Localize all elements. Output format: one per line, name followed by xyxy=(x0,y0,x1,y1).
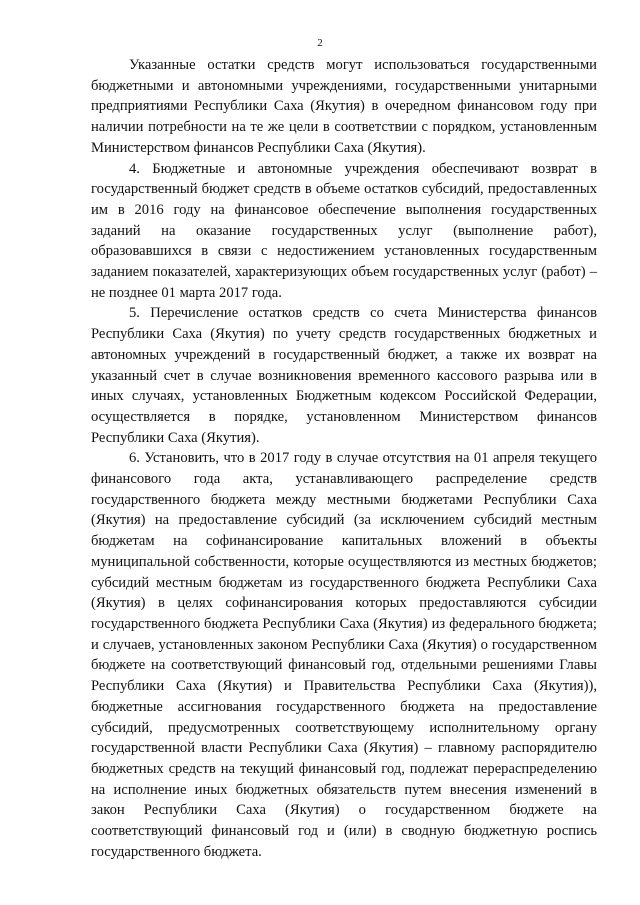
paragraph-item-5: 5. Перечисление остатков средств со счета Министерства финансов Республики Саха (Якутия) по учету средств государственных бюджетных и автономных учреждений в государственный бюджет, а также их возврат на указанный счет в случае возникновения временного кассового разрыва или в иных случаях, установленных Бюджетным кодексом Российской Федерации, осуществляется в порядке, установленном Министерством финансов Республики Саха (Якутия). xyxy=(91,305,597,446)
paragraph-remaining-funds: Указанные остатки средств могут использоваться государственными бюджетными и автономными учреждениями, государственными унитарными предприятиями Республики Саха (Якутия) в очередном финансовом году при наличии потребности на те же цели в соответствии с порядком, установленным Министерством финансов Республики Саха (Якутия). xyxy=(91,57,597,156)
page-number: 2 xyxy=(317,37,323,49)
paragraph-item-4: 4. Бюджетные и автономные учреждения обеспечивают возврат в государственный бюджет средств в объеме остатков субсидий, предоставленных им в 2016 году на финансовое обеспечение выполнения государственных заданий на оказание государственных услуг (выполнение работ), образовавшихся в связи с недостижением установленных государственным заданием показателей, характеризующих объем государственных услуг (работ) – не позднее 01 марта 2017 года. xyxy=(91,160,597,301)
paragraph-item-6: 6. Установить, что в 2017 году в случае отсутствия на 01 апреля текущего финансового года акта, устанавливающего распределение средств государственного бюджета между местными бюджетами Республики Саха (Якутия) на предоставление субсидий (за исключением субсидий местным бюджетам на софинансирование капитальных вложений в объекты муниципальной собственности, которые осуществляются из местных бюджетов; субсидий местным бюджетам из государственного бюджета Республики Саха (Якутия) в целях софинансирования которых предоставляются субсидии государственного бюджета Республики Саха (Якутия) из федерального бюджета; и случаев, установленных законом Республики Саха (Якутия) о государственном бюджете на соответствующий финансовый год, отдельными решениями Главы Республики Саха (Якутия) и Правительства Республики Саха (Якутия)), бюджетные ассигнования государственного бюджета на предоставление субсидий, предусмотренных соответствующему исполнительному органу государственной власти Республики Саха (Якутия) – главному распорядителю бюджетных средств на текущий финансовый год, подлежат перераспределению на исполнение иных бюджетных обязательств путем внесения изменений в закон Республики Саха (Якутия) о государственном бюджете на соответствующий финансовый год и (или) в сводную бюджетную роспись государственного бюджета. xyxy=(91,450,597,860)
document-body xyxy=(91,55,597,862)
